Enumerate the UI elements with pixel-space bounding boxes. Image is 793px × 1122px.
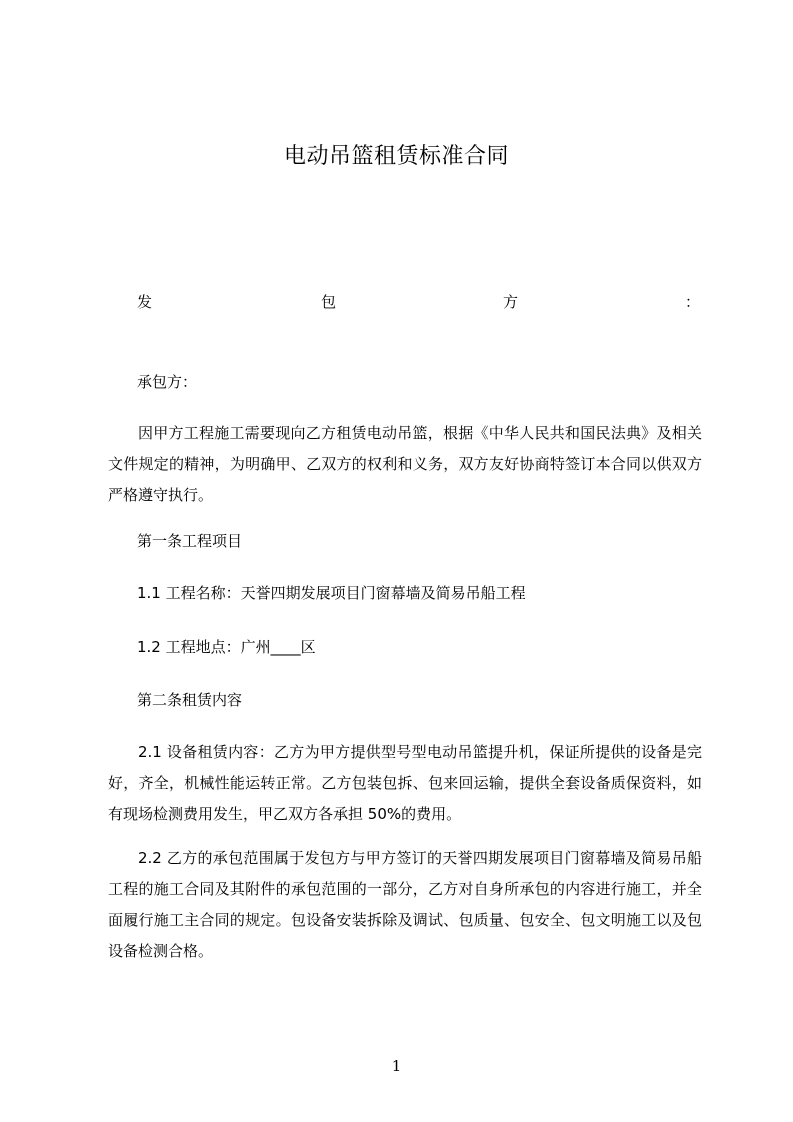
article-2-item-2: 2.2 乙方的承包范围属于发包方与甲方签订的天誉四期发展项目门窗幕墙及简易吊船工程的施工合同及其附件的承包范围的一部分，乙方对自身所承包的内容进行施工，并全面履行施工主合同的规定。包设备安装拆除及调试、包质量、包安全、包文明施工以及包设备检测合格。 (108, 849, 702, 960)
party-b-label: 承包方： (137, 373, 198, 391)
article-1-item-2: 1.2 工程地点：广州____区 (137, 638, 316, 656)
party-a-colon: ： (685, 293, 701, 311)
article-1-heading: 第一条工程项目 (137, 532, 243, 550)
article-1-item-1: 1.1 工程名称：天誉四期发展项目门窗幕墙及简易吊船工程 (137, 584, 526, 602)
article-2-heading: 第二条租赁内容 (137, 691, 243, 709)
page-number: 1 (391, 1057, 402, 1075)
document-title: 电动吊篮租赁标准合同 (283, 144, 509, 169)
party-a-char-1: 发 (137, 293, 153, 311)
party-a-char-3: 方 (503, 293, 519, 311)
article-2-item-1: 2.1 设备租赁内容：乙方为甲方提供型号型电动吊篮提升机，保证所提供的设备是完好，齐全，机械性能运转正常。乙方包装包拆、包来回运输，提供全套设备质保资料，如有现场检测费用发生，甲乙双方各承担 50%的费用。 (108, 743, 702, 823)
party-a-line (137, 290, 701, 314)
party-a-char-2: 包 (321, 293, 337, 311)
intro-paragraph: 因甲方工程施工需要现向乙方租赁电动吊篮，根据《中华人民共和国民法典》及相关文件规定的精神，为明确甲、乙双方的权利和义务，双方友好协商特签订本合同以供双方严格遵守执行。 (108, 424, 702, 504)
